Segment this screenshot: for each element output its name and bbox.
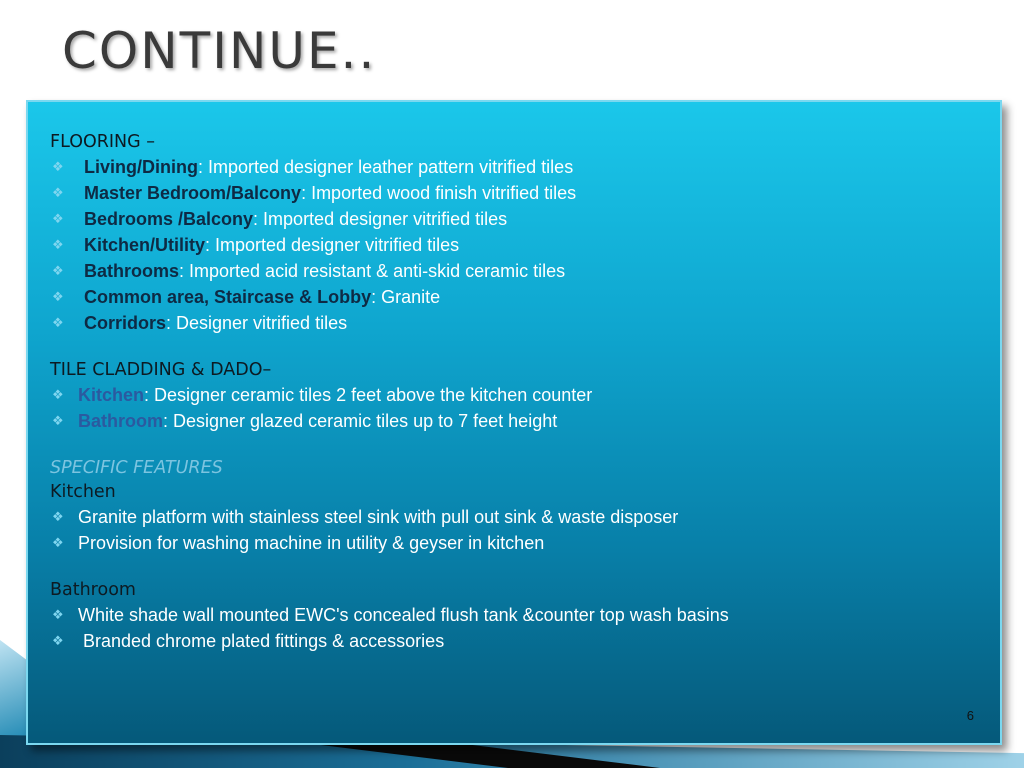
diamond-bullet-icon: ❖ — [52, 263, 64, 278]
diamond-bullet-icon: ❖ — [52, 315, 64, 330]
item-label: Bedrooms /Balcony — [84, 209, 254, 229]
item-text: : Imported acid resistant & anti-skid ceramic tiles — [179, 261, 566, 281]
item-text: : Granite — [371, 287, 441, 307]
tile-cladding-list — [50, 382, 980, 434]
diamond-bullet-icon: ❖ — [52, 211, 64, 226]
diamond-bullet-icon: ❖ — [52, 159, 64, 174]
item-text: White shade wall mounted EWC's concealed flush tank &counter top wash basins — [78, 605, 729, 625]
spacer — [50, 434, 980, 456]
diamond-bullet-icon: ❖ — [52, 289, 64, 304]
item-text: : Designer vitrified tiles — [166, 313, 348, 333]
item-text: : Imported designer leather pattern vitrified tiles — [198, 157, 574, 177]
spacer — [50, 336, 980, 358]
item-label: Common area, Staircase & Lobby — [84, 287, 372, 307]
diamond-bullet-icon: ❖ — [52, 413, 64, 428]
item-label: Bathroom — [78, 411, 163, 431]
item-text: Branded chrome plated fittings & accessories — [78, 631, 445, 651]
page-number: 6 — [966, 708, 974, 723]
list-item — [50, 180, 980, 206]
item-label: Master Bedroom/Balcony — [84, 183, 302, 203]
list-item — [50, 232, 980, 258]
diamond-bullet-icon: ❖ — [52, 633, 64, 648]
diamond-bullet-icon: ❖ — [52, 509, 64, 524]
flooring-list — [50, 154, 980, 336]
diamond-bullet-icon: ❖ — [52, 535, 64, 550]
tile-cladding-heading: TILE CLADDING & DADO– — [50, 360, 272, 380]
content-panel — [26, 100, 1002, 745]
diamond-bullet-icon: ❖ — [52, 185, 64, 200]
kitchen-list — [50, 504, 980, 556]
list-item — [50, 602, 980, 628]
list-item — [50, 530, 980, 556]
item-label: Kitchen/Utility — [84, 235, 206, 255]
list-item — [50, 310, 980, 336]
item-label: Living/Dining — [84, 157, 198, 177]
flooring-heading: FLOORING – — [50, 132, 156, 152]
list-item — [50, 408, 980, 434]
item-text: : Imported designer vitrified tiles — [253, 209, 508, 229]
item-label: Bathrooms — [84, 261, 180, 281]
list-item — [50, 206, 980, 232]
list-item — [50, 284, 980, 310]
kitchen-heading: Kitchen — [50, 482, 116, 502]
diamond-bullet-icon: ❖ — [52, 387, 64, 402]
spacer — [50, 556, 980, 578]
bathroom-heading: Bathroom — [50, 580, 136, 600]
diamond-bullet-icon: ❖ — [52, 607, 64, 622]
item-text: : Imported wood finish vitrified tiles — [301, 183, 577, 203]
item-label: Kitchen — [78, 385, 145, 405]
list-item — [50, 154, 980, 180]
list-item — [50, 504, 980, 530]
item-text: : Imported designer vitrified tiles — [205, 235, 460, 255]
list-item — [50, 258, 980, 284]
list-item — [50, 628, 980, 654]
item-text: : Designer glazed ceramic tiles up to 7 feet height — [163, 411, 558, 431]
list-item — [50, 382, 980, 408]
item-text: Granite platform with stainless steel sink with pull out sink & waste disposer — [78, 507, 679, 527]
diamond-bullet-icon: ❖ — [52, 237, 64, 252]
item-text: : Designer ceramic tiles 2 feet above the kitchen counter — [144, 385, 593, 405]
item-text: Provision for washing machine in utility & geyser in kitchen — [78, 533, 545, 553]
slide-title: CONTINUE.. — [62, 22, 377, 80]
bathroom-list — [50, 602, 980, 654]
item-label: Corridors — [84, 313, 167, 333]
content-body — [50, 130, 980, 654]
specific-features-heading: SPECIFIC FEATURES — [50, 458, 223, 478]
